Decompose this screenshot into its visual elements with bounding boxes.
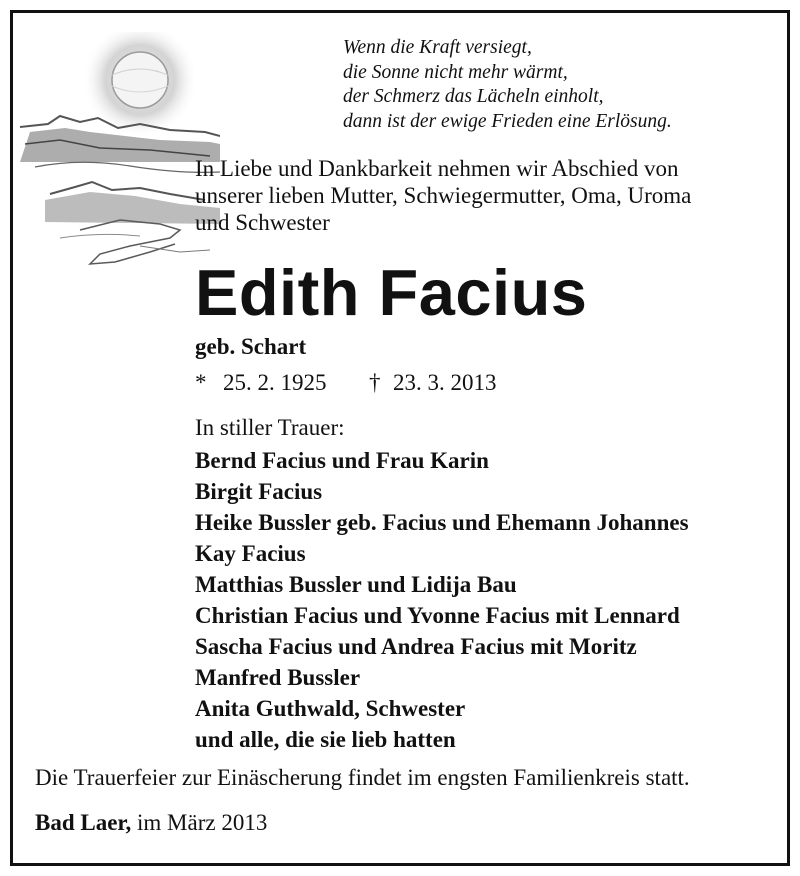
ceremony-note: Die Trauerfeier zur Einäscherung findet im engsten Familienkreis statt.: [35, 765, 690, 790]
mourner: Birgit Facius: [195, 479, 323, 504]
mourner: Heike Bussler geb. Facius und Ehemann Johannes: [195, 510, 689, 535]
sun-over-landscape-sketch-icon: [20, 32, 220, 267]
death-date: 23. 3. 2013: [393, 370, 497, 395]
life-dates: [195, 368, 497, 398]
deceased-name: Edith Facius: [195, 256, 588, 329]
intro-line: und Schwester: [195, 210, 330, 235]
mourner: Bernd Facius und Frau Karin: [195, 448, 489, 473]
footer-date: im März 2013: [137, 810, 268, 835]
mourner: Christian Facius und Yvonne Facius mit Lennard: [195, 603, 680, 628]
poem: [343, 36, 763, 134]
footer-place-date: [35, 808, 267, 838]
mourners-list: [195, 445, 775, 755]
birth-date: 25. 2. 1925: [223, 370, 327, 395]
mourner: und alle, die sie lieb hatten: [195, 727, 456, 752]
poem-line: der Schmerz das Lächeln einholt,: [343, 86, 604, 107]
mourning-label: In stiller Trauer:: [195, 415, 345, 440]
intro-line: unserer lieben Mutter, Schwiegermutter, Oma, Uroma: [195, 183, 692, 208]
intro-line: In Liebe und Dankbarkeit nehmen wir Abschied von: [195, 156, 679, 181]
poem-line: Wenn die Kraft versiegt,: [343, 37, 532, 58]
poem-line: die Sonne nicht mehr wärmt,: [343, 61, 568, 83]
footer-place: Bad Laer,: [35, 810, 132, 835]
mourner: Manfred Bussler: [195, 665, 361, 690]
maiden-name: geb. Schart: [195, 334, 307, 359]
intro-text: [195, 155, 775, 236]
mourner: Matthias Bussler und Lidija Bau: [195, 572, 517, 597]
mourner: Kay Facius: [195, 541, 306, 566]
poem-line: dann ist der ewige Frieden eine Erlösung.: [343, 110, 672, 132]
mourner: Sascha Facius und Andrea Facius mit Moritz: [195, 634, 637, 659]
birth-star-icon: *: [195, 370, 207, 395]
death-cross-icon: †: [369, 370, 381, 395]
mourner: Anita Guthwald, Schwester: [195, 696, 466, 721]
